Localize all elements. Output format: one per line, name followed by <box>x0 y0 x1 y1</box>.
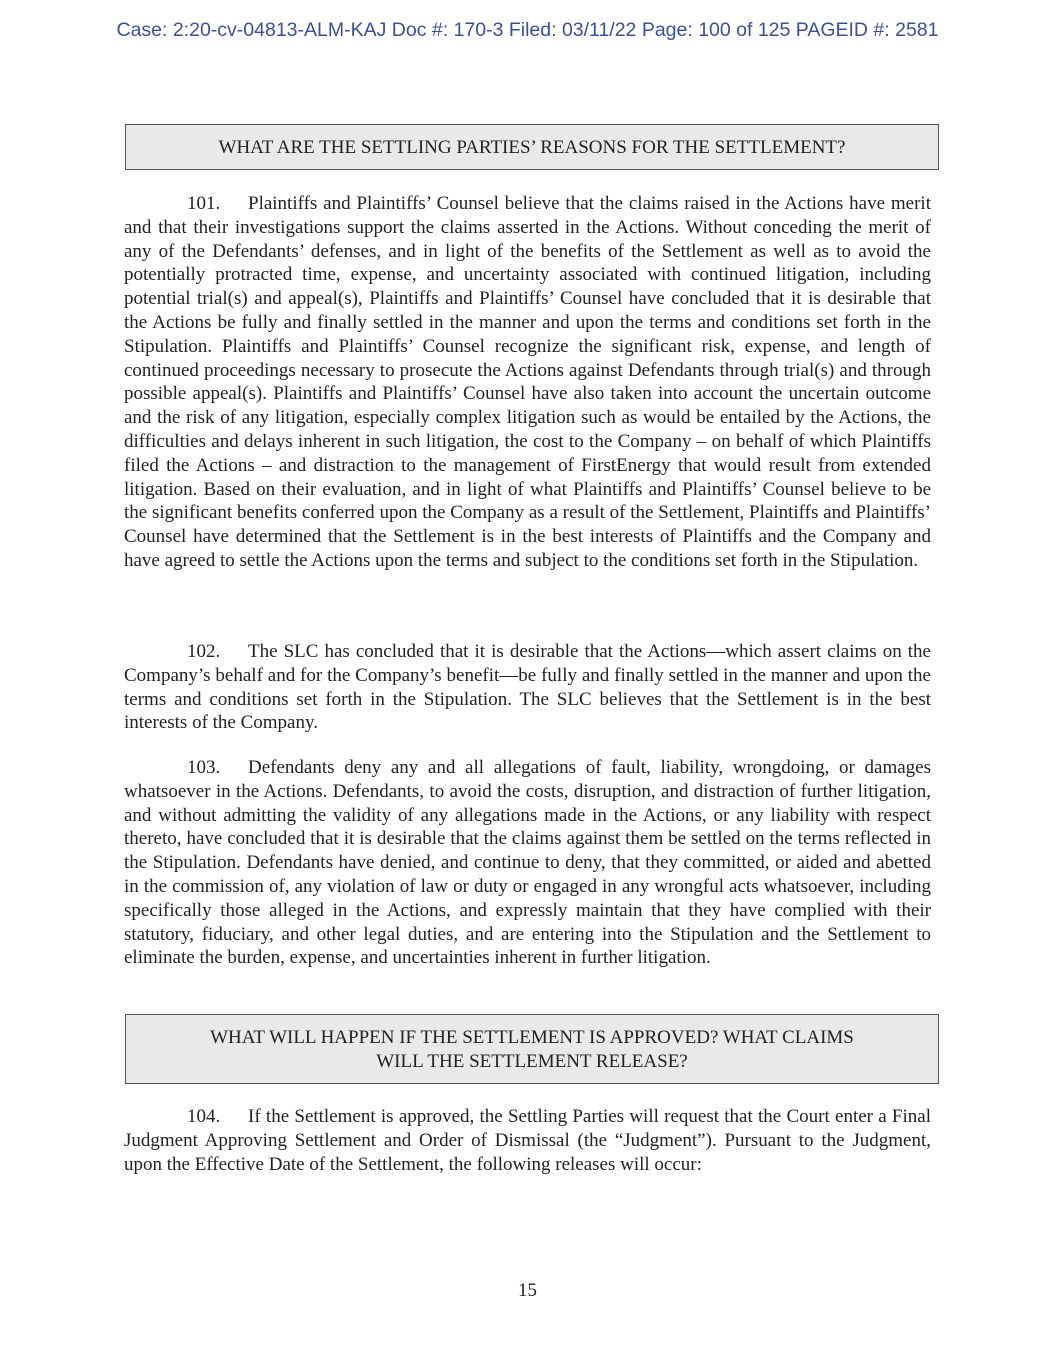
heading-text: WHAT ARE THE SETTLING PARTIES’ REASONS FOR THE SETTLEMENT? <box>218 137 846 158</box>
paragraph-text: The SLC has concluded that it is desirable that the Actions—which assert claims on the Company’s behalf and for the Company’s benefit—be fully and finally settled in the manner and upon the terms and conditions set forth in the Stipulation. The SLC believes that the Settlement is in the best interests of the Company. <box>124 641 931 734</box>
paragraph-104 <box>124 1105 931 1176</box>
paragraph-number: 104. <box>187 1106 221 1127</box>
paragraph-101 <box>124 192 931 573</box>
paragraph-number: 101. <box>187 193 221 214</box>
case-header-stamp: Case: 2:20-cv-04813-ALM-KAJ Doc #: 170-3 Filed: 03/11/22 Page: 100 of 125 PAGEID #: 2581 <box>116 19 939 41</box>
page-number: 15 <box>518 1280 537 1301</box>
paragraph-number: 102. <box>187 641 221 662</box>
heading-line-2: WILL THE SETTLEMENT RELEASE? <box>376 1051 688 1072</box>
paragraph-102 <box>124 640 931 735</box>
section-heading-reasons <box>125 124 939 170</box>
paragraph-103 <box>124 756 931 970</box>
paragraph-text: Plaintiffs and Plaintiffs’ Counsel believe that the claims raised in the Actions have merit and that their investigations support the claims asserted in the Actions. Without conceding the merit of any of the Defendants’ defenses, and in light of the benefits of the Settlement as well as to avoid the potentially protracted time, expense, and uncertainty associated with continued litigation, including potential trial(s) and appeal(s), Plaintiffs and Plaintiffs’ Counsel have concluded that it is desirable that the Actions be fully and finally settled in the manner and upon the terms and conditions set forth in the Stipulation. Plaintiffs and Plaintiffs’ Counsel recognize the significant risk, expense, and length of continued proceedings necessary to prosecute the Actions against Defendants through trial(s) and through possible appeal(s). Plaintiffs and Plaintiffs’ Counsel have also taken into account the uncertain outcome and the risk of any litigation, especially complex litigation such as would be entailed by the Actions, the difficulties and delays inherent in such litigation, the cost to the Company – on behalf of which Plaintiffs filed the Actions – and distraction to the management of FirstEnergy that would result from extended litigation. Based on their evaluation, and in light of what Plaintiffs and Plaintiffs’ Counsel believe to be the significant benefits conferred upon the Company as a result of the Settlement, Plaintiffs and Plaintiffs’ Counsel have determined that the Settlement is in the best interests of Plaintiffs and the Company and have agreed to settle the Actions upon the terms and subject to the conditions set forth in the Stipulation. <box>124 193 931 571</box>
section-heading-release <box>125 1014 939 1084</box>
paragraph-number: 103. <box>187 757 221 778</box>
heading-line-1: WHAT WILL HAPPEN IF THE SETTLEMENT IS APPROVED? WHAT CLAIMS <box>210 1027 854 1048</box>
paragraph-text: If the Settlement is approved, the Settling Parties will request that the Court enter a Final Judgment Approving Settlement and Order of Dismissal (the “Judgment”). Pursuant to the Judgment, upon the Effective Date of the Settlement, the following releases will occur: <box>124 1106 931 1175</box>
paragraph-text: Defendants deny any and all allegations of fault, liability, wrongdoing, or damages whatsoever in the Actions. Defendants, to avoid the costs, disruption, and distraction of further litigation, and without admitting the validity of any allegations made in the Actions, or any liability with respect thereto, have concluded that it is desirable that the claims against them be settled on the terms reflected in the Stipulation. Defendants have denied, and continue to deny, that they committed, or aided and abetted in the commission of, any violation of law or duty or engaged in any wrongful acts whatsoever, including specifically those alleged in the Actions, and expressly maintain that they have complied with their statutory, fiduciary, and other legal duties, and are entering into the Stipulation and the Settlement to eliminate the burden, expense, and uncertainties inherent in further litigation. <box>124 757 931 969</box>
